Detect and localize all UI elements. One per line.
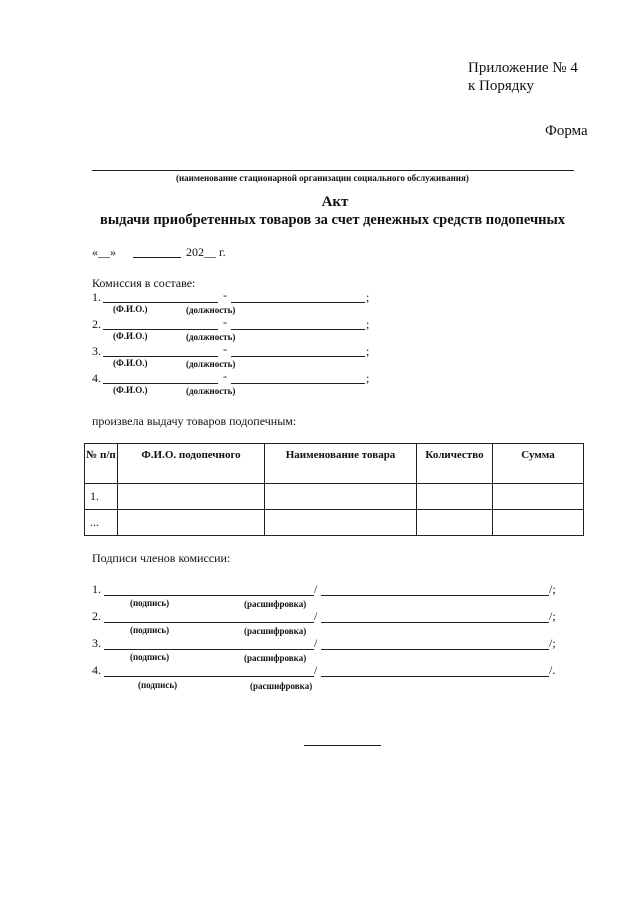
signature-line — [104, 649, 314, 650]
appendix-number: Приложение № 4 — [468, 60, 578, 76]
header-product-name: Наименование товара — [265, 444, 417, 484]
decode-line — [321, 622, 549, 623]
position-caption: (должность) — [186, 386, 236, 396]
cell-number: 1. — [85, 484, 118, 510]
fio-line — [103, 356, 218, 357]
fio-caption: (Ф.И.О.) — [113, 304, 148, 314]
position-caption: (должность) — [186, 332, 236, 342]
signature-end: /; — [549, 582, 556, 596]
signature-caption: (подпись) — [138, 680, 178, 690]
organization-caption: (наименование стационарной организации социального обслуживания) — [176, 173, 469, 183]
cell-quantity — [417, 484, 493, 510]
cell-fio — [118, 484, 265, 510]
signature-end: /. — [549, 663, 556, 677]
closing-rule — [304, 745, 381, 746]
document-title: Акт — [321, 194, 349, 210]
position-caption: (должность) — [186, 305, 236, 315]
issue-text: произвела выдачу товаров подопечным: — [92, 414, 297, 428]
signature-end: /; — [549, 609, 556, 623]
member-end: ; — [366, 344, 370, 358]
fio-line — [103, 302, 218, 303]
cell-product-name — [265, 484, 417, 510]
form-label: Форма — [545, 123, 588, 139]
signature-slash: / — [314, 609, 318, 623]
signature-caption: (подпись) — [130, 625, 170, 635]
organization-name-line — [92, 170, 574, 171]
member-end: ; — [366, 290, 370, 304]
commission-heading: Комиссия в составе: — [92, 276, 196, 290]
signature-number: 3. — [92, 636, 101, 650]
position-line — [231, 356, 365, 357]
fio-line — [103, 329, 218, 330]
date-day: «__» — [92, 245, 116, 259]
decode-caption: (расшифровка) — [244, 599, 307, 609]
date-year: 202__ г. — [186, 245, 226, 259]
signature-slash: / — [314, 636, 318, 650]
signature-end: /; — [549, 636, 556, 650]
decode-caption: (расшифровка) — [250, 681, 313, 691]
member-dash: - — [223, 369, 227, 383]
member-number: 1. — [92, 290, 101, 304]
table-row — [85, 484, 584, 510]
member-dash: - — [223, 288, 227, 302]
position-line — [231, 329, 365, 330]
member-dash: - — [223, 315, 227, 329]
signature-line — [104, 676, 314, 677]
fio-caption: (Ф.И.О.) — [113, 385, 148, 395]
cell-quantity — [417, 510, 493, 536]
document-subtitle: выдачи приобретенных товаров за счет денежных средств подопечных — [100, 212, 566, 228]
table-header-row — [85, 444, 584, 484]
header-fio: Ф.И.О. подопечного — [118, 444, 265, 484]
signature-line — [104, 595, 314, 596]
signature-caption: (подпись) — [130, 598, 170, 608]
header-number: № п/п — [85, 444, 118, 484]
member-number: 4. — [92, 371, 101, 385]
decode-line — [321, 676, 549, 677]
signature-line — [104, 622, 314, 623]
signature-caption: (подпись) — [130, 652, 170, 662]
signature-number: 1. — [92, 582, 101, 596]
member-dash: - — [223, 342, 227, 356]
fio-line — [103, 383, 218, 384]
date-month-line — [133, 257, 181, 258]
member-end: ; — [366, 317, 370, 331]
signature-number: 2. — [92, 609, 101, 623]
signatures-heading: Подписи членов комиссии: — [92, 551, 231, 565]
appendix-reference: к Порядку — [468, 78, 534, 94]
member-number: 2. — [92, 317, 101, 331]
signature-slash: / — [314, 582, 318, 596]
decode-line — [321, 649, 549, 650]
position-caption: (должность) — [186, 359, 236, 369]
header-quantity: Количество — [417, 444, 493, 484]
fio-caption: (Ф.И.О.) — [113, 358, 148, 368]
position-line — [231, 302, 365, 303]
cell-number: ... — [85, 510, 118, 536]
cell-product-name — [265, 510, 417, 536]
table-row — [85, 510, 584, 536]
position-line — [231, 383, 365, 384]
cell-sum — [493, 484, 584, 510]
member-number: 3. — [92, 344, 101, 358]
cell-fio — [118, 510, 265, 536]
signature-number: 4. — [92, 663, 101, 677]
decode-caption: (расшифровка) — [244, 653, 307, 663]
cell-sum — [493, 510, 584, 536]
signature-slash: / — [314, 663, 318, 677]
header-sum: Сумма — [493, 444, 584, 484]
decode-line — [321, 595, 549, 596]
goods-table — [84, 443, 584, 536]
fio-caption: (Ф.И.О.) — [113, 331, 148, 341]
decode-caption: (расшифровка) — [244, 626, 307, 636]
member-end: ; — [366, 371, 370, 385]
